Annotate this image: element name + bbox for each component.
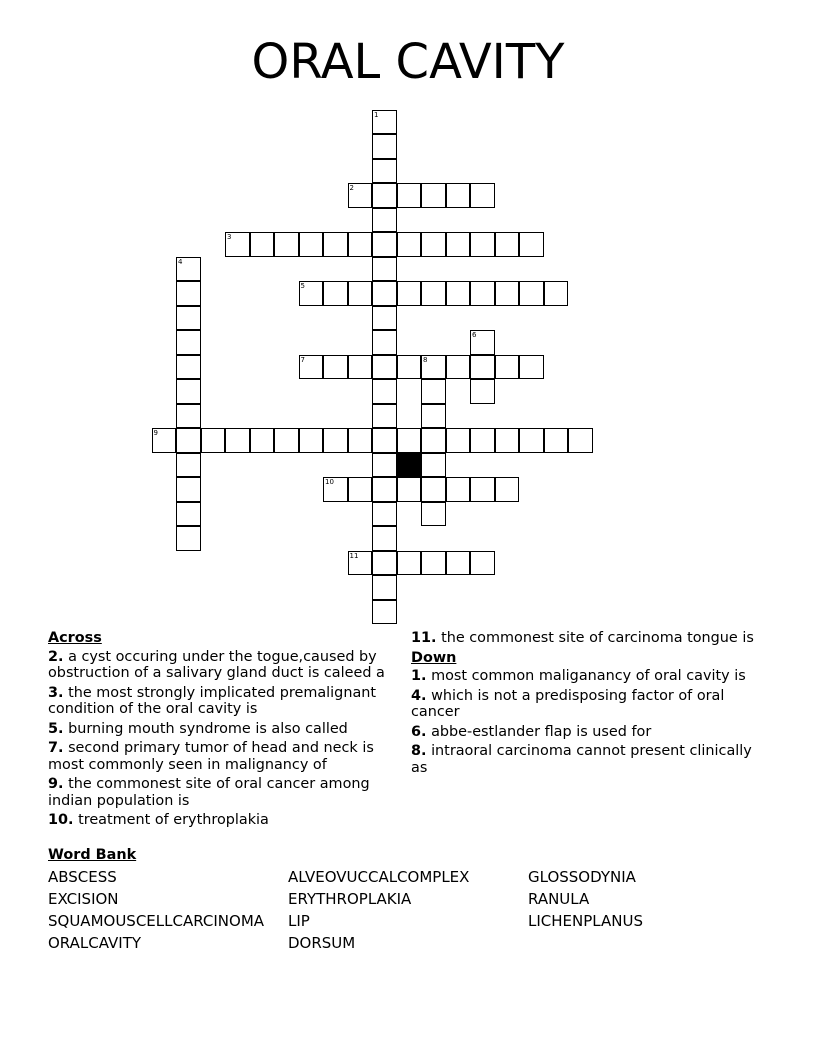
grid-cell-number: 10 xyxy=(325,478,334,486)
grid-cell[interactable] xyxy=(421,281,446,306)
grid-cell[interactable] xyxy=(544,281,569,306)
clue-text: a cyst occuring under the togue,caused by obstruction of a salivary gland duct is caleed a xyxy=(48,648,385,681)
word-bank-item: GLOSSODYNIA xyxy=(528,868,636,886)
clue-text: intraoral carcinoma cannot present clinically as xyxy=(411,743,752,776)
word-bank-list xyxy=(48,868,748,952)
grid-cell[interactable] xyxy=(250,428,275,453)
grid-cell[interactable] xyxy=(397,355,422,380)
word-bank-item: SQUAMOUSCELLCARCINOMA xyxy=(48,912,265,930)
grid-cell[interactable] xyxy=(470,183,495,208)
grid-cell[interactable] xyxy=(176,428,201,453)
grid-cell[interactable] xyxy=(397,477,422,502)
grid-cell[interactable] xyxy=(299,232,324,257)
grid-cell[interactable] xyxy=(323,477,348,502)
grid-cell-number: 5 xyxy=(300,282,305,290)
grid-cell[interactable] xyxy=(372,257,397,282)
grid-cell[interactable] xyxy=(323,232,348,257)
grid-cell[interactable] xyxy=(446,281,471,306)
grid-cell[interactable] xyxy=(519,232,544,257)
clue-across-3 xyxy=(48,685,393,718)
grid-cell[interactable] xyxy=(421,477,446,502)
clue-text: abbe-estlander flap is used for xyxy=(431,723,652,740)
grid-cell-number: 8 xyxy=(423,355,428,364)
grid-cell[interactable] xyxy=(397,183,422,208)
grid-cell[interactable] xyxy=(225,232,250,257)
clue-down-8 xyxy=(411,743,756,776)
grid-cell[interactable] xyxy=(372,404,397,429)
grid-cell[interactable] xyxy=(470,281,495,306)
grid-cell-number: 2 xyxy=(349,184,354,192)
grid-cell[interactable] xyxy=(372,183,397,208)
grid-cell[interactable] xyxy=(446,183,471,208)
grid-cell[interactable] xyxy=(421,379,446,404)
grid-cell[interactable] xyxy=(372,551,397,576)
grid-cell[interactable] xyxy=(495,281,520,306)
grid-cell[interactable] xyxy=(470,355,495,380)
clue-text: the commonest site of carcinoma tongue is xyxy=(441,630,754,646)
word-bank-item: ERYTHROPLAKIA xyxy=(288,890,412,908)
grid-cell-number: 3 xyxy=(227,233,232,241)
clue-number: 7. xyxy=(48,740,64,756)
grid-cell[interactable] xyxy=(421,551,446,576)
grid-cell[interactable] xyxy=(495,355,520,380)
word-bank-item: ORALCAVITY xyxy=(48,934,142,952)
down-heading: Down xyxy=(411,649,457,666)
grid-cell[interactable] xyxy=(372,575,397,600)
grid-cell[interactable] xyxy=(176,330,201,355)
clue-across-2 xyxy=(48,649,393,682)
grid-cell[interactable] xyxy=(372,330,397,355)
grid-cell[interactable] xyxy=(470,330,495,355)
clue-number: 4. xyxy=(411,687,427,704)
grid-cell[interactable] xyxy=(495,477,520,502)
grid-cell[interactable] xyxy=(348,183,373,208)
grid-cell[interactable] xyxy=(348,551,373,576)
word-bank-item: ALVEOVUCCALCOMPLEX xyxy=(288,868,470,886)
grid-cell[interactable] xyxy=(372,134,397,159)
clue-text: burning mouth syndrome is also called xyxy=(68,720,348,737)
grid-cell[interactable] xyxy=(348,428,373,453)
grid-cell[interactable] xyxy=(176,477,201,502)
grid-cell[interactable] xyxy=(446,477,471,502)
word-bank-item: DORSUM xyxy=(288,934,356,952)
clue-across-5 xyxy=(48,721,393,738)
grid-cell[interactable] xyxy=(372,379,397,404)
clue-number: 10. xyxy=(48,812,74,828)
grid-cell[interactable] xyxy=(470,428,495,453)
grid-cell[interactable] xyxy=(323,428,348,453)
grid-cell[interactable] xyxy=(495,232,520,257)
grid-cell[interactable] xyxy=(372,208,397,233)
grid-cell[interactable] xyxy=(544,428,569,453)
grid-cell[interactable] xyxy=(421,232,446,257)
grid-cell[interactable] xyxy=(176,453,201,478)
grid-cell[interactable] xyxy=(446,232,471,257)
clue-across-7 xyxy=(48,740,393,773)
grid-cell[interactable] xyxy=(421,404,446,429)
grid-cell[interactable] xyxy=(372,281,397,306)
clue-number: 5. xyxy=(48,720,64,737)
clue-across-9 xyxy=(48,776,393,809)
grid-cell[interactable] xyxy=(372,355,397,380)
grid-cell[interactable] xyxy=(446,551,471,576)
grid-cell-number: 1 xyxy=(374,110,379,119)
clue-across-11 xyxy=(411,630,756,647)
grid-cell[interactable] xyxy=(225,428,250,453)
clue-number: 1. xyxy=(411,668,427,684)
clue-text: second primary tumor of head and neck is most commonly seen in malignancy of xyxy=(48,740,374,773)
clue-text: the most strongly implicated premalignant condition of the oral cavity is xyxy=(48,684,377,717)
grid-cell-number: 4 xyxy=(178,257,183,266)
grid-cell[interactable] xyxy=(397,281,422,306)
grid-cell[interactable] xyxy=(495,428,520,453)
grid-cell[interactable] xyxy=(299,281,324,306)
clue-text: the commonest site of oral cancer among indian population is xyxy=(48,776,370,809)
across-heading: Across xyxy=(48,630,102,646)
grid-cell[interactable] xyxy=(176,526,201,551)
grid-cell[interactable] xyxy=(152,428,177,453)
clue-number: 9. xyxy=(48,776,64,792)
grid-cell[interactable] xyxy=(176,379,201,404)
clue-text: most common maliganancy of oral cavity is xyxy=(431,668,746,684)
grid-cell[interactable] xyxy=(348,355,373,380)
grid-cell[interactable] xyxy=(397,232,422,257)
grid-cell[interactable] xyxy=(397,551,422,576)
grid-cell[interactable] xyxy=(176,502,201,527)
clue-text: treatment of erythroplakia xyxy=(78,812,269,828)
grid-cell[interactable] xyxy=(372,428,397,453)
grid-cell[interactable] xyxy=(372,453,397,478)
grid-cell[interactable] xyxy=(519,355,544,380)
grid-cell[interactable] xyxy=(274,232,299,257)
grid-cell[interactable] xyxy=(348,477,373,502)
grid-cell[interactable] xyxy=(201,428,226,453)
grid-cell[interactable] xyxy=(470,379,495,404)
grid-cell[interactable] xyxy=(372,600,397,625)
clue-number: 2. xyxy=(48,648,64,665)
grid-cell[interactable] xyxy=(274,428,299,453)
grid-cell-number: 11 xyxy=(349,551,359,560)
grid-cell[interactable] xyxy=(568,428,593,453)
grid-cell[interactable] xyxy=(421,453,446,478)
clue-number: 8. xyxy=(411,743,427,759)
grid-cell[interactable] xyxy=(323,355,348,380)
grid-cell[interactable] xyxy=(250,232,275,257)
grid-cell[interactable] xyxy=(299,428,324,453)
grid-cell[interactable] xyxy=(519,428,544,453)
grid-cell[interactable] xyxy=(299,355,324,380)
black-square xyxy=(397,453,422,478)
grid-cell[interactable] xyxy=(421,502,446,527)
grid-cell[interactable] xyxy=(421,183,446,208)
grid-cell[interactable] xyxy=(372,306,397,331)
grid-cell[interactable] xyxy=(421,428,446,453)
grid-cell[interactable] xyxy=(348,232,373,257)
page-title: ORAL CAVITY xyxy=(251,34,565,90)
clue-number: 11. xyxy=(411,630,437,646)
word-bank-item: RANULA xyxy=(528,890,590,908)
clues-column-left xyxy=(48,630,393,832)
grid-cell[interactable] xyxy=(176,404,201,429)
clue-down-4 xyxy=(411,688,756,721)
grid-cell[interactable] xyxy=(397,428,422,453)
grid-cell[interactable] xyxy=(470,232,495,257)
word-bank-item: EXCISION xyxy=(48,890,119,908)
grid-cell[interactable] xyxy=(519,281,544,306)
grid-cell-number: 6 xyxy=(472,331,477,339)
grid-cell[interactable] xyxy=(446,355,471,380)
word-bank-heading: Word Bank xyxy=(48,847,137,863)
grid-cell[interactable] xyxy=(372,110,397,135)
clue-number: 6. xyxy=(411,723,427,740)
grid-cell[interactable] xyxy=(176,306,201,331)
clues-column-right xyxy=(411,630,756,779)
grid-cell[interactable] xyxy=(421,355,446,380)
grid-cell-number: 9 xyxy=(153,429,158,437)
grid-cell[interactable] xyxy=(372,526,397,551)
grid-cell[interactable] xyxy=(372,232,397,257)
clue-down-1 xyxy=(411,668,756,685)
grid-cell[interactable] xyxy=(470,551,495,576)
grid-cell[interactable] xyxy=(323,281,348,306)
word-bank-item: LIP xyxy=(288,912,310,930)
grid-cell[interactable] xyxy=(372,502,397,527)
grid-cell[interactable] xyxy=(348,281,373,306)
clue-text: which is not a predisposing factor of oral cancer xyxy=(411,687,725,720)
word-bank-item: ABSCESS xyxy=(48,868,117,886)
grid-cell[interactable] xyxy=(470,477,495,502)
grid-cell[interactable] xyxy=(372,477,397,502)
grid-cell-number: 7 xyxy=(300,355,305,364)
clue-down-6 xyxy=(411,724,756,741)
grid-cell[interactable] xyxy=(176,355,201,380)
word-bank xyxy=(48,846,748,952)
clue-across-10 xyxy=(48,812,393,829)
grid-cell[interactable] xyxy=(446,428,471,453)
grid-cell[interactable] xyxy=(176,281,201,306)
clue-number: 3. xyxy=(48,684,64,701)
grid-cell[interactable] xyxy=(176,257,201,282)
word-bank-item: LICHENPLANUS xyxy=(528,912,643,930)
grid-cell[interactable] xyxy=(372,159,397,184)
